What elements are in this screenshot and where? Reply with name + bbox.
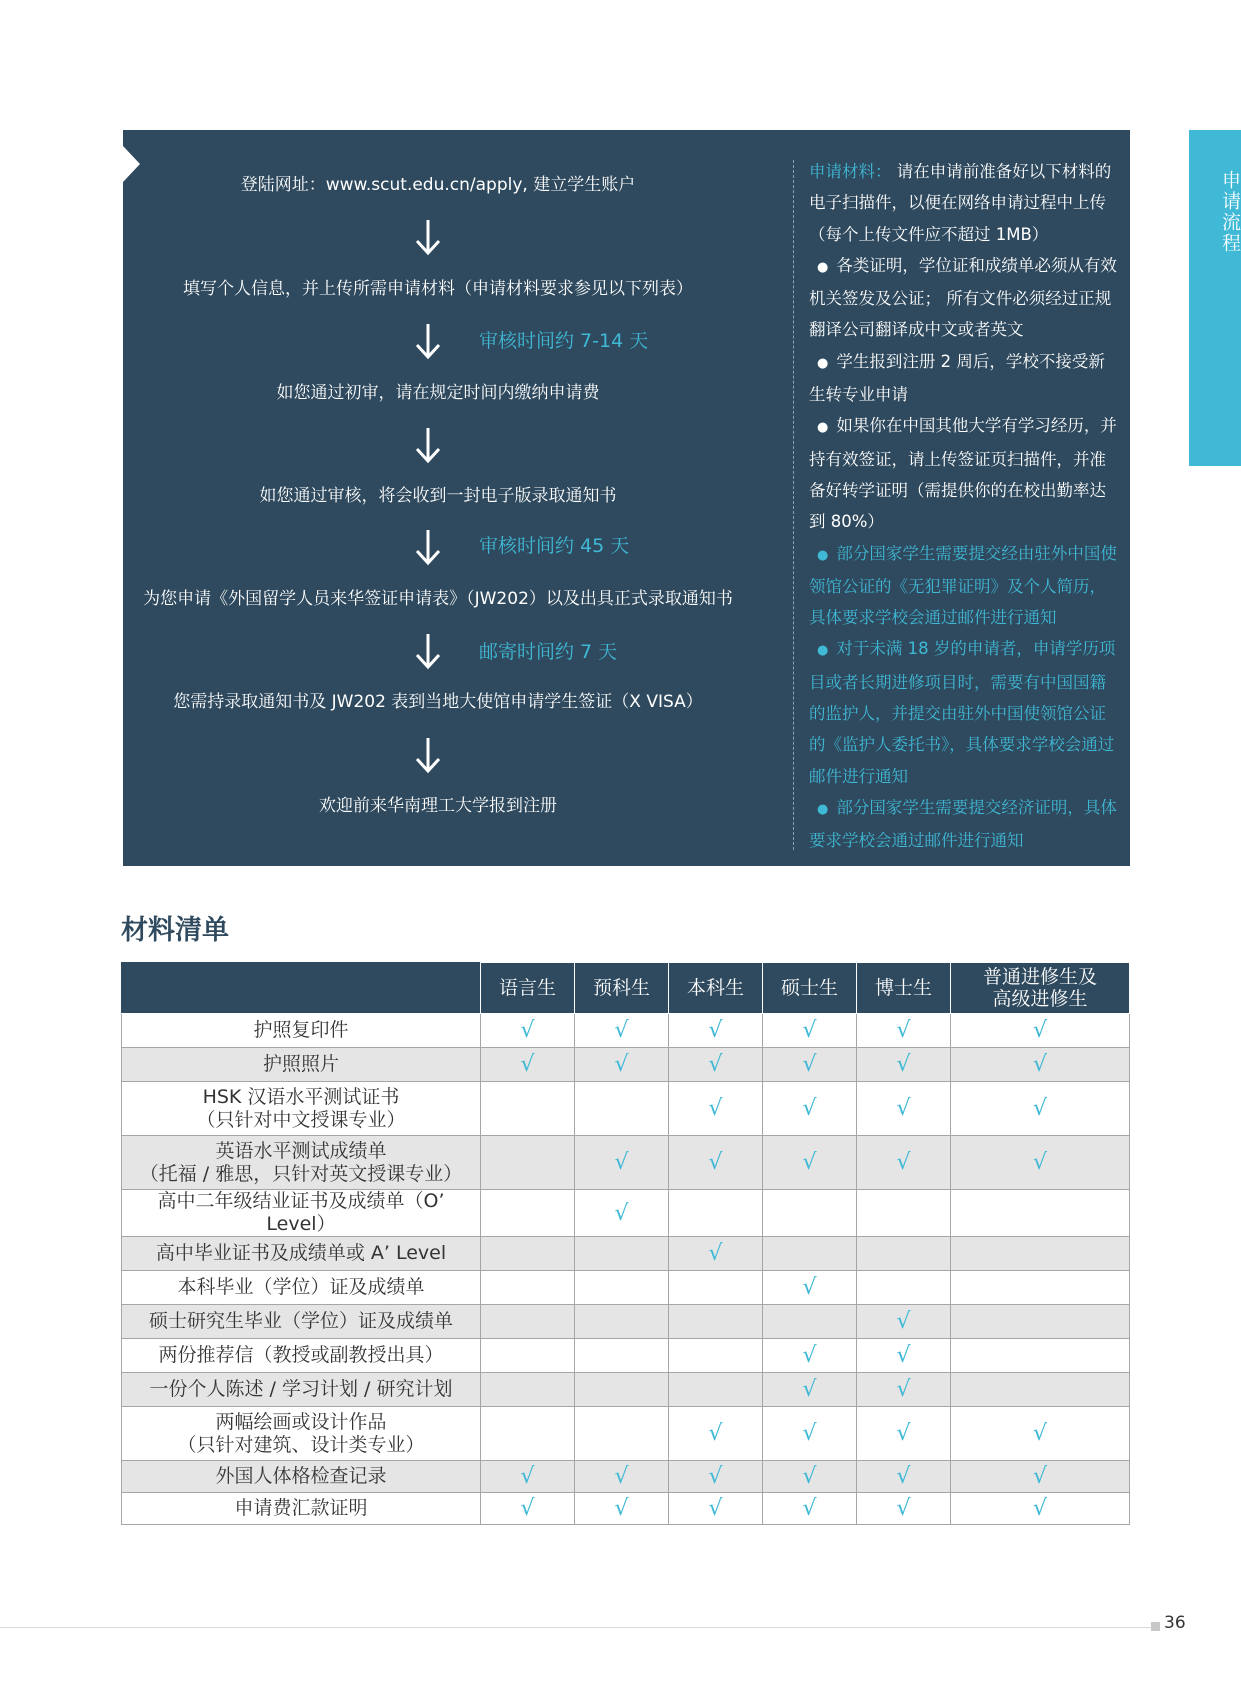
requirement-cell [575, 1493, 669, 1525]
checkmark-icon: √ [708, 1052, 723, 1077]
requirement-cell [857, 1014, 951, 1048]
checkmark-icon: √ [896, 1052, 911, 1077]
checkmark-icon: √ [896, 1377, 911, 1402]
column-header: 硕士生 [763, 963, 857, 1014]
table-header-row [122, 963, 1130, 1014]
checkmark-icon: √ [520, 1018, 535, 1043]
checkmark-icon: √ [802, 1464, 817, 1489]
checkmark-icon: √ [520, 1496, 535, 1521]
requirement-cell [481, 1461, 575, 1493]
panel-divider [793, 160, 794, 850]
materials-notes [809, 156, 1119, 857]
arrow-down-icon [415, 738, 441, 774]
requirement-cell [481, 1237, 575, 1271]
checkmark-icon: √ [802, 1096, 817, 1121]
table-row [122, 1048, 1130, 1082]
table-row [122, 1373, 1130, 1407]
requirement-cell [763, 1048, 857, 1082]
materials-intro-text: 请在申请前准备好以下材料的电子扫描件，以便在网络申请过程中上传（每个上传文件应不超过 1MB） [809, 162, 1112, 244]
checklist-title: 材料清单 [121, 915, 229, 946]
checkmark-icon: √ [1032, 1052, 1048, 1077]
flow-step: 您需持录取通知书及 JW202 表到当地大使馆申请学生签证（X VISA） [173, 692, 703, 712]
checkmark-icon: √ [802, 1421, 817, 1446]
checkmark-icon: √ [896, 1096, 911, 1121]
materials-note-item: ● 对于未满 18 岁的申请者，申请学历项目或者长期进修项目时，需要有中国国籍的监护人，并提交由驻外中国使领馆公证的《监护人委托书》，具体要求学校会通过邮件进行通知 [809, 633, 1119, 791]
requirement-cell [669, 1305, 763, 1339]
requirement-cell [575, 1048, 669, 1082]
checkmark-icon: √ [896, 1464, 911, 1489]
table-row [122, 1305, 1130, 1339]
requirement-cell [951, 1136, 1130, 1190]
requirement-cell [481, 1305, 575, 1339]
table-body [122, 1014, 1130, 1525]
checkmark-icon: √ [1032, 1096, 1048, 1121]
requirement-cell [951, 1048, 1130, 1082]
requirement-cell [951, 1190, 1130, 1237]
material-label-note: （只针对建筑、设计类专业） [177, 1433, 425, 1456]
requirement-cell [763, 1237, 857, 1271]
requirement-cell [857, 1048, 951, 1082]
flow-step: 为您申请《外国留学人员来华签证申请表》（JW202）以及出具正式录取通知书 [143, 589, 733, 609]
checkmark-icon: √ [896, 1496, 911, 1521]
checkmark-icon: √ [1032, 1496, 1048, 1521]
table-row [122, 1271, 1130, 1305]
arrow-down-icon [415, 634, 441, 670]
materials-intro [809, 156, 1119, 250]
requirement-cell [575, 1136, 669, 1190]
table-row [122, 1082, 1130, 1136]
material-label-cell [122, 1407, 481, 1461]
requirement-cell [857, 1136, 951, 1190]
requirement-cell [857, 1237, 951, 1271]
requirement-cell [669, 1407, 763, 1461]
checkmark-icon: √ [614, 1052, 629, 1077]
flow-step: 如您通过初审，请在规定时间内缴纳申请费 [276, 383, 600, 403]
checkmark-icon: √ [896, 1309, 911, 1334]
requirement-cell [669, 1271, 763, 1305]
requirement-cell [481, 1493, 575, 1525]
column-header: 本科生 [669, 963, 763, 1014]
requirement-cell [951, 1014, 1130, 1048]
process-flow [123, 130, 753, 866]
requirement-cell [857, 1461, 951, 1493]
checkmark-icon: √ [802, 1377, 817, 1402]
requirement-cell [481, 1014, 575, 1048]
table-row [122, 1237, 1130, 1271]
table-row [122, 1493, 1130, 1525]
requirement-cell [857, 1373, 951, 1407]
table-row [122, 1339, 1130, 1373]
material-label-note: （托福 / 雅思，只针对英文授课专业） [139, 1162, 463, 1185]
material-label-cell [122, 1190, 481, 1237]
requirement-cell [763, 1271, 857, 1305]
material-label: 高中毕业证书及成绩单或 A’ Level [155, 1242, 447, 1264]
column-header: 博士生 [857, 963, 951, 1014]
review-time-note: 审核时间约 45 天 [479, 535, 630, 557]
requirement-cell [857, 1271, 951, 1305]
material-label: 高中二年级结业证书及成绩单（O’ Level） [157, 1190, 445, 1235]
requirement-cell [951, 1407, 1130, 1461]
arrow-down-icon [415, 428, 441, 464]
checkmark-icon: √ [802, 1052, 817, 1077]
material-label: 两份推荐信（教授或副教授出具） [158, 1344, 444, 1366]
materials-note-item: ● 部分国家学生需要提交经济证明，具体要求学校会通过邮件进行通知 [809, 792, 1119, 857]
requirement-cell [763, 1136, 857, 1190]
materials-note-item: ● 如果你在中国其他大学有学习经历，并持有效签证，请上传签证页扫描件，并准备好转学证明（需提供你的在校出勤率达到 80%） [809, 410, 1119, 537]
requirement-cell [481, 1407, 575, 1461]
column-header: 预科生 [575, 963, 669, 1014]
table-row [122, 1461, 1130, 1493]
material-label: 英语水平测试成绩单 [215, 1139, 387, 1162]
checkmark-icon: √ [614, 1018, 629, 1043]
checkmark-icon: √ [614, 1150, 629, 1175]
checkmark-icon: √ [614, 1496, 629, 1521]
checkmark-icon: √ [802, 1150, 817, 1175]
table-row [122, 1014, 1130, 1048]
requirement-cell [669, 1373, 763, 1407]
requirement-cell [951, 1493, 1130, 1525]
requirement-cell [575, 1407, 669, 1461]
checkmark-icon: √ [708, 1018, 723, 1043]
material-label-cell [122, 1237, 481, 1271]
requirement-cell [669, 1136, 763, 1190]
requirement-cell [575, 1237, 669, 1271]
header-corner [122, 963, 481, 1014]
flow-step: 欢迎前来华南理工大学报到注册 [319, 796, 557, 816]
column-header: 语言生 [481, 963, 575, 1014]
material-label: 护照复印件 [253, 1019, 349, 1041]
checkmark-icon: √ [896, 1421, 911, 1446]
material-label: HSK 汉语水平测试证书 [202, 1085, 400, 1108]
requirement-cell [481, 1373, 575, 1407]
checkmark-icon: √ [614, 1464, 629, 1489]
checkmark-icon: √ [520, 1052, 535, 1077]
requirement-cell [669, 1190, 763, 1237]
materials-heading: 申请材料： [809, 162, 892, 181]
checkmark-icon: √ [708, 1496, 723, 1521]
checkmark-icon: √ [520, 1464, 535, 1489]
requirement-cell [669, 1048, 763, 1082]
mailing-time-note: 邮寄时间约 7 天 [479, 641, 618, 663]
requirement-cell [857, 1407, 951, 1461]
materials-checklist-table [121, 962, 1130, 1525]
material-label-cell [122, 1136, 481, 1190]
material-label-cell [122, 1461, 481, 1493]
requirement-cell [951, 1461, 1130, 1493]
requirement-cell [669, 1082, 763, 1136]
table-row [122, 1190, 1130, 1237]
requirement-cell [575, 1305, 669, 1339]
material-label-cell [122, 1014, 481, 1048]
checkmark-icon: √ [1032, 1150, 1048, 1175]
application-process-panel [123, 130, 1130, 866]
flow-step: 填写个人信息，并上传所需申请材料（申请材料要求参见以下列表） [183, 279, 693, 299]
requirement-cell [763, 1190, 857, 1237]
table-row [122, 1136, 1130, 1190]
requirement-cell [763, 1305, 857, 1339]
requirement-cell [951, 1373, 1130, 1407]
checkmark-icon: √ [802, 1275, 817, 1300]
column-header: 普通进修生及高级进修生 [951, 963, 1130, 1014]
checkmark-icon: √ [896, 1150, 911, 1175]
requirement-cell [857, 1493, 951, 1525]
materials-note-item: ● 学生报到注册 2 周后，学校不接受新生转专业申请 [809, 346, 1119, 411]
requirement-cell [481, 1082, 575, 1136]
requirement-cell [575, 1339, 669, 1373]
footer-square-icon [1151, 1622, 1160, 1631]
material-label-cell [122, 1048, 481, 1082]
requirement-cell [575, 1082, 669, 1136]
checkmark-icon: √ [614, 1200, 629, 1226]
flow-step: 如您通过审核，将会收到一封电子版录取通知书 [259, 486, 617, 506]
requirement-cell [763, 1014, 857, 1048]
materials-note-item: ● 部分国家学生需要提交经由驻外中国使领馆公证的《无犯罪证明》及个人简历，具体要求学校会通过邮件进行通知 [809, 538, 1119, 634]
requirement-cell [763, 1373, 857, 1407]
material-label-cell [122, 1305, 481, 1339]
arrow-down-icon [415, 220, 441, 256]
checkmark-icon: √ [708, 1150, 723, 1175]
checkmark-icon: √ [708, 1241, 723, 1266]
material-label: 护照照片 [262, 1053, 339, 1075]
material-label-cell [122, 1493, 481, 1525]
page-number: 36 [1164, 1613, 1186, 1633]
checkmark-icon: √ [896, 1018, 911, 1043]
requirement-cell [951, 1082, 1130, 1136]
requirement-cell [669, 1339, 763, 1373]
requirement-cell [481, 1136, 575, 1190]
requirement-cell [669, 1461, 763, 1493]
checkmark-icon: √ [708, 1096, 723, 1121]
materials-note-item: ● 各类证明，学位证和成绩单必须从有效机关签发及公证； 所有文件必须经过正规翻译公司翻译成中文或者英文 [809, 250, 1119, 346]
requirement-cell [575, 1271, 669, 1305]
material-label-cell [122, 1339, 481, 1373]
requirement-cell [951, 1339, 1130, 1373]
requirement-cell [669, 1237, 763, 1271]
requirement-cell [857, 1190, 951, 1237]
footer-rule [0, 1627, 1152, 1628]
checkmark-icon: √ [802, 1018, 817, 1043]
arrow-down-icon [415, 530, 441, 566]
requirement-cell [481, 1190, 575, 1237]
material-label: 一份个人陈述 / 学习计划 / 研究计划 [149, 1378, 453, 1400]
requirement-cell [481, 1339, 575, 1373]
requirement-cell [481, 1048, 575, 1082]
checkmark-icon: √ [1032, 1018, 1048, 1043]
material-label-cell [122, 1271, 481, 1305]
checkmark-icon: √ [896, 1343, 911, 1368]
requirement-cell [951, 1305, 1130, 1339]
arrow-down-icon [415, 324, 441, 360]
requirement-cell [669, 1014, 763, 1048]
side-tab-label: 申请流程 [1219, 170, 1241, 254]
requirement-cell [481, 1271, 575, 1305]
checkmark-icon: √ [708, 1464, 723, 1489]
table-row [122, 1407, 1130, 1461]
requirement-cell [857, 1305, 951, 1339]
requirement-cell [951, 1271, 1130, 1305]
material-label: 两幅绘画或设计作品 [215, 1410, 387, 1433]
checkmark-icon: √ [708, 1421, 723, 1446]
material-label: 本科毕业（学位）证及成绩单 [177, 1276, 425, 1298]
requirement-cell [857, 1339, 951, 1373]
material-label-note: （只针对中文授课专业） [196, 1108, 406, 1131]
requirement-cell [857, 1082, 951, 1136]
checkmark-icon: √ [802, 1496, 817, 1521]
requirement-cell [763, 1493, 857, 1525]
material-label: 外国人体格检查记录 [215, 1465, 387, 1487]
requirement-cell [763, 1082, 857, 1136]
checkmark-icon: √ [802, 1343, 817, 1368]
requirement-cell [575, 1373, 669, 1407]
material-label: 硕士研究生毕业（学位）证及成绩单 [148, 1310, 453, 1332]
checkmark-icon: √ [1032, 1421, 1048, 1446]
requirement-cell [763, 1339, 857, 1373]
requirement-cell [575, 1014, 669, 1048]
requirement-cell [575, 1461, 669, 1493]
flow-step: 登陆网址：www.scut.edu.cn/apply, 建立学生账户 [240, 175, 636, 195]
requirement-cell [951, 1237, 1130, 1271]
section-side-tab [1189, 130, 1241, 466]
checkmark-icon: √ [1032, 1464, 1048, 1489]
requirement-cell [575, 1190, 669, 1237]
requirement-cell [763, 1461, 857, 1493]
requirement-cell [763, 1407, 857, 1461]
material-label-cell [122, 1373, 481, 1407]
material-label-cell [122, 1082, 481, 1136]
material-label: 申请费汇款证明 [234, 1497, 368, 1519]
requirement-cell [669, 1493, 763, 1525]
review-time-note: 审核时间约 7-14 天 [479, 330, 649, 352]
